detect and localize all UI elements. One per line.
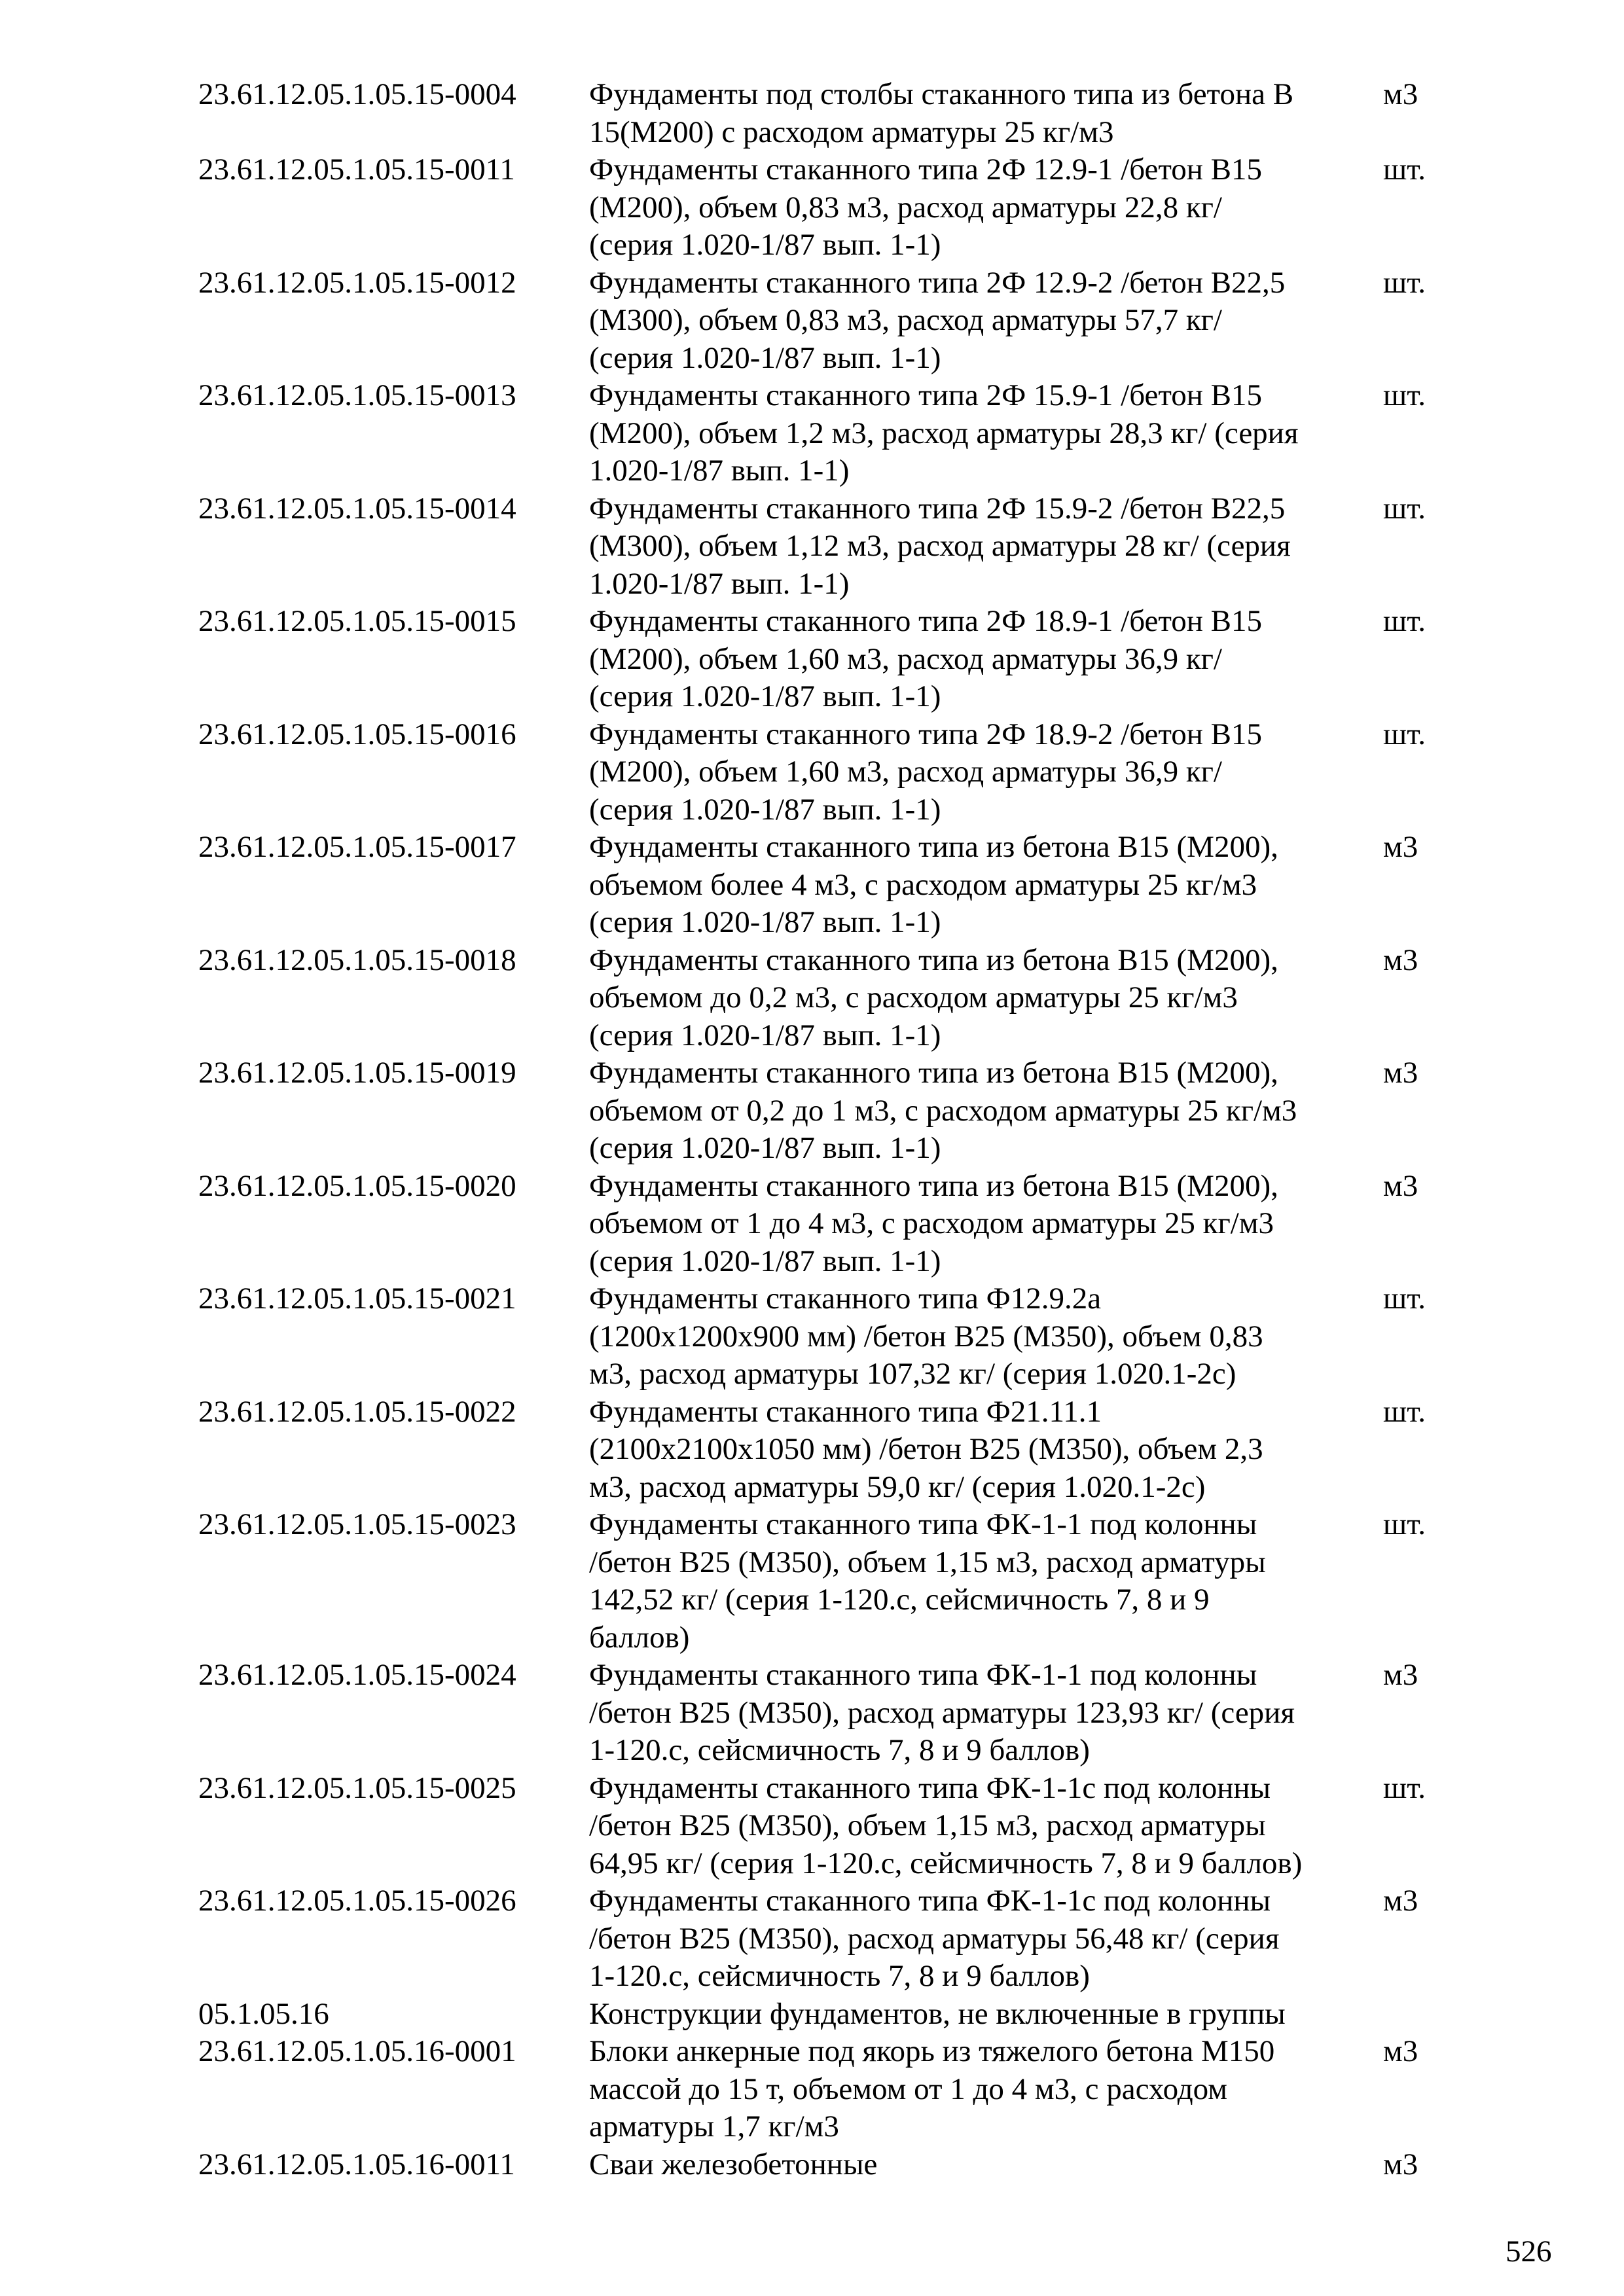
item-unit: м3 (1383, 77, 1418, 111)
item-description: Фундаменты стаканного типа из бетона В15 (М200), объемом от 0,2 до 1 м3, с расходом арматуры 25 кг/м3 (серия 1.020-1/87 вып. 1-1) (589, 1056, 1297, 1165)
item-code: 23.61.12.05.1.05.15-0017 (198, 830, 516, 864)
table-row (198, 151, 1442, 264)
table-row (198, 264, 1442, 378)
item-description: Фундаменты стаканного типа ФК-1-1с под колонны /бетон В25 (М350), объем 1,15 м3, расход арматуры 64,95 кг/ (серия 1-120.с, сейсмичность 7, 8 и 9 баллов) (589, 1770, 1303, 1880)
item-code: 23.61.12.05.1.05.15-0012 (198, 265, 516, 300)
table-row (198, 1168, 1442, 1281)
price-list-table (198, 76, 1442, 2183)
table-row (198, 1393, 1442, 1507)
item-unit: шт. (1383, 1282, 1426, 1316)
item-description: Фундаменты под столбы стаканного типа из бетона В 15(М200) с расходом арматуры 25 кг/м3 (589, 77, 1294, 149)
item-description: Сваи железобетонные (589, 2147, 878, 2181)
table-row (198, 603, 1442, 716)
item-code: 23.61.12.05.1.05.15-0021 (198, 1282, 516, 1316)
item-unit: шт. (1383, 1394, 1426, 1429)
item-code: 23.61.12.05.1.05.15-0024 (198, 1658, 516, 1692)
item-description: Блоки анкерные под якорь из тяжелого бетона М150 массой до 15 т, объемом от 1 до 4 м3, с расходом арматуры 1,7 кг/м3 (589, 2034, 1275, 2144)
item-code: 23.61.12.05.1.05.15-0019 (198, 1056, 516, 1090)
item-description: Фундаменты стаканного типа 2Ф 18.9-1 /бетон В15 (М200), объем 1,60 м3, расход арматуры 36,9 кг/ (серия 1.020-1/87 вып. 1-1) (589, 604, 1263, 713)
item-unit: шт. (1383, 604, 1426, 638)
item-code: 23.61.12.05.1.05.15-0015 (198, 604, 516, 638)
table-row (198, 76, 1442, 151)
table-row (198, 942, 1442, 1055)
item-code: 23.61.12.05.1.05.15-0020 (198, 1168, 516, 1203)
item-unit: м3 (1383, 2034, 1418, 2068)
item-description: Фундаменты стаканного типа ФК-1-1с под колонны /бетон В25 (М350), расход арматуры 56,48 кг/ (серия 1-120.с, сейсмичность 7, 8 и 9 баллов) (589, 1884, 1280, 1993)
item-unit: шт. (1383, 1770, 1426, 1805)
table-row (198, 377, 1442, 490)
item-description: Фундаменты стаканного типа 2Ф 18.9-2 /бетон В15 (М200), объем 1,60 м3, расход арматуры 36,9 кг/ (серия 1.020-1/87 вып. 1-1) (589, 717, 1263, 827)
item-description: Фундаменты стаканного типа ФК-1-1 под колонны /бетон В25 (М350), расход арматуры 123,93 кг/ (серия 1-120.с, сейсмичность 7, 8 и 9 баллов) (589, 1658, 1295, 1767)
item-unit: м3 (1383, 2147, 1418, 2181)
table-row (198, 2033, 1442, 2146)
item-code: 23.61.12.05.1.05.15-0011 (198, 152, 515, 187)
item-unit: м3 (1383, 830, 1418, 864)
table-row (198, 716, 1442, 829)
section-header-row (198, 1996, 1442, 2034)
item-unit: м3 (1383, 1168, 1418, 1203)
table-row (198, 1882, 1442, 1996)
item-unit: м3 (1383, 1658, 1418, 1692)
item-description: Фундаменты стаканного типа ФК-1-1 под колонны /бетон В25 (М350), объем 1,15 м3, расход арматуры 142,52 кг/ (серия 1-120.с, сейсмичность 7, 8 и 9 баллов) (589, 1507, 1266, 1655)
table-row (198, 1770, 1442, 1883)
page-number: 526 (1506, 2234, 1552, 2269)
table-row (198, 1506, 1442, 1657)
item-description: Фундаменты стаканного типа 2Ф 15.9-2 /бетон В22,5 (М300), объем 1,12 м3, расход арматуры 28 кг/ (серия 1.020-1/87 вып. 1-1) (589, 491, 1291, 601)
item-description: Фундаменты стаканного типа 2Ф 15.9-1 /бетон В15 (М200), объем 1,2 м3, расход арматуры 28,3 кг/ (серия 1.020-1/87 вып. 1-1) (589, 378, 1299, 488)
item-code: 23.61.12.05.1.05.15-0026 (198, 1884, 516, 1918)
table-row (198, 490, 1442, 603)
item-code: 23.61.12.05.1.05.15-0004 (198, 77, 516, 111)
item-description: Фундаменты стаканного типа из бетона В15 (М200), объемом до 0,2 м3, с расходом арматуры 25 кг/м3 (серия 1.020-1/87 вып. 1-1) (589, 942, 1278, 1052)
item-code: 23.61.12.05.1.05.15-0022 (198, 1394, 516, 1429)
item-unit: шт. (1383, 1507, 1426, 1541)
table-row (198, 2146, 1442, 2184)
item-code: 23.61.12.05.1.05.15-0014 (198, 491, 516, 526)
item-unit: м3 (1383, 942, 1418, 977)
item-code: 23.61.12.05.1.05.15-0016 (198, 717, 516, 751)
item-description: Фундаменты стаканного типа из бетона В15 (М200), объемом более 4 м3, с расходом арматуры 25 кг/м3 (серия 1.020-1/87 вып. 1-1) (589, 830, 1278, 939)
item-code: 23.61.12.05.1.05.15-0023 (198, 1507, 516, 1541)
item-unit: шт. (1383, 717, 1426, 751)
item-description: Фундаменты стаканного типа 2Ф 12.9-1 /бетон В15 (М200), объем 0,83 м3, расход арматуры 22,8 кг/ (серия 1.020-1/87 вып. 1-1) (589, 152, 1263, 262)
item-code: 23.61.12.05.1.05.15-0018 (198, 942, 516, 977)
item-code: 23.61.12.05.1.05.15-0013 (198, 378, 516, 412)
item-description: Фундаменты стаканного типа 2Ф 12.9-2 /бетон В22,5 (М300), объем 0,83 м3, расход арматуры 57,7 кг/ (серия 1.020-1/87 вып. 1-1) (589, 265, 1286, 375)
table-row (198, 1054, 1442, 1168)
item-code: 23.61.12.05.1.05.15-0025 (198, 1770, 516, 1805)
table-row (198, 1280, 1442, 1393)
section-code: 05.1.05.16 (198, 1996, 329, 2031)
item-unit: м3 (1383, 1884, 1418, 1918)
item-code: 23.61.12.05.1.05.16-0001 (198, 2034, 516, 2068)
item-code: 23.61.12.05.1.05.16-0011 (198, 2147, 515, 2181)
table-row (198, 829, 1442, 942)
item-description: Фундаменты стаканного типа Ф12.9.2а (1200х1200х900 мм) /бетон В25 (М350), объем 0,83 м3, расход арматуры 107,32 кг/ (серия 1.020.1-2с) (589, 1282, 1263, 1391)
item-unit: шт. (1383, 491, 1426, 526)
item-unit: шт. (1383, 152, 1426, 187)
item-unit: шт. (1383, 265, 1426, 300)
item-description: Фундаменты стаканного типа из бетона В15 (М200), объемом от 1 до 4 м3, с расходом арматуры 25 кг/м3 (серия 1.020-1/87 вып. 1-1) (589, 1168, 1278, 1278)
section-title: Конструкции фундаментов, не включенные в группы (589, 1996, 1286, 2031)
item-unit: шт. (1383, 378, 1426, 412)
item-description: Фундаменты стаканного типа Ф21.11.1 (2100х2100х1050 мм) /бетон В25 (М350), объем 2,3 м3, расход арматуры 59,0 кг/ (серия 1.020.1-2с) (589, 1394, 1263, 1504)
table-row (198, 1657, 1442, 1770)
item-unit: м3 (1383, 1056, 1418, 1090)
